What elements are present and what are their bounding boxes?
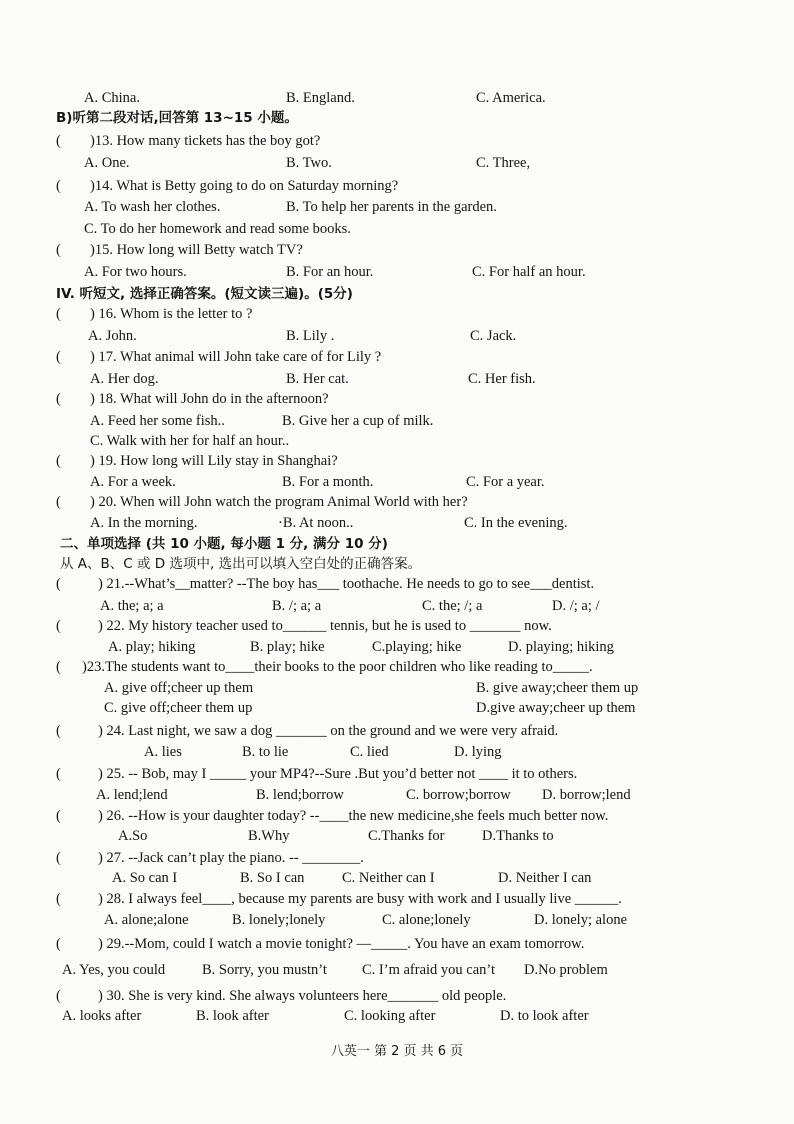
section-b-heading: B)听第二段对话,回答第 13~15 小题。 (56, 110, 298, 126)
question-stem: ) 21.--What’s__matter? --The boy has___ toothache. He needs to go to see___dentist. (98, 576, 595, 592)
question-21 (56, 574, 764, 594)
question-stem: ) 28. I always feel____, because my parents are busy with work and I usually live ______. (98, 891, 622, 907)
option-b: B. to lie (242, 744, 289, 760)
option-b: B. /; a; a (272, 598, 322, 614)
option-c: C. To do her homework and read some books. (84, 221, 351, 237)
option-b: B. Lily . (286, 328, 335, 344)
question-19 (56, 451, 764, 471)
option-c: C. alone;lonely (382, 912, 471, 928)
option-c: C. Walk with her for half an hour.. (90, 433, 290, 449)
question-stem: ) 26. --How is your daughter today? --____the new medicine,she feels much better now. (98, 808, 609, 824)
answer-blank[interactable]: ( (56, 659, 61, 675)
option-d: D. playing; hiking (508, 639, 614, 655)
question-28 (56, 889, 764, 909)
option-a: A. In the morning. (90, 515, 198, 531)
question-stem: )15. How long will Betty watch TV? (90, 242, 303, 258)
question-stem: )14. What is Betty going to do on Saturday morning? (90, 178, 399, 194)
question-stem: ) 16. Whom is the letter to ? (90, 306, 253, 322)
question-20 (56, 492, 764, 512)
option-b: B. play; hike (250, 639, 325, 655)
answer-blank[interactable]: ( (56, 723, 61, 739)
answer-blank[interactable]: ( (56, 808, 61, 824)
answer-blank[interactable]: ( (56, 133, 61, 149)
option-a: A. looks after (62, 1008, 142, 1024)
question-16 (56, 304, 764, 324)
option-a: A. Her dog. (90, 371, 159, 387)
answer-blank[interactable]: ( (56, 306, 61, 322)
option-c: C. Jack. (470, 328, 517, 344)
option-b: B. For a month. (282, 474, 374, 490)
question-14 (56, 176, 764, 196)
question-15 (56, 240, 764, 260)
option-c: C. In the evening. (464, 515, 568, 531)
answer-blank[interactable]: ( (56, 349, 61, 365)
question-25 (56, 764, 764, 784)
question-26 (56, 806, 764, 826)
option-b: B. Sorry, you mustn’t (202, 962, 327, 978)
question-stem: ) 17. What animal will John take care of for Lily ? (90, 349, 382, 365)
option-a: A. To wash her clothes. (84, 199, 221, 215)
question-stem: )13. How many tickets has the boy got? (90, 133, 321, 149)
option-d: D. Neither I can (498, 870, 592, 886)
option-a: A. Feed her some fish.. (90, 413, 225, 429)
option-a: A. the; a; a (100, 598, 164, 614)
answer-blank[interactable]: ( (56, 936, 61, 952)
option-c: C. the; /; a (422, 598, 483, 614)
option-a: A. China. (84, 90, 140, 106)
option-a: A. John. (88, 328, 137, 344)
question-stem: ) 29.--Mom, could I watch a movie tonight? —_____. You have an exam tomorrow. (98, 936, 585, 952)
option-c: C. Neither can I (342, 870, 435, 886)
option-c: C. For a year. (466, 474, 545, 490)
option-a: A. lies (144, 744, 182, 760)
question-stem: ) 30. She is very kind. She always volunteers here_______ old people. (98, 988, 507, 1004)
question-stem: )23.The students want to____their books to the poor children who like reading to_____. (82, 659, 593, 675)
option-b: B. For an hour. (286, 264, 374, 280)
answer-blank[interactable]: ( (56, 576, 61, 592)
option-c: C. America. (476, 90, 546, 106)
option-d: D.Thanks to (482, 828, 554, 844)
question-29 (56, 934, 764, 954)
question-stem: ) 19. How long will Lily stay in Shanghai? (90, 453, 338, 469)
section-4-heading: IV. 听短文, 选择正确答案。(短文读三遍)。(5分) (56, 286, 353, 302)
answer-blank[interactable]: ( (56, 988, 61, 1004)
option-a: A. Yes, you could (62, 962, 166, 978)
option-b: B. To help her parents in the garden. (286, 199, 497, 215)
answer-blank[interactable]: ( (56, 453, 61, 469)
question-24 (56, 721, 764, 741)
question-stem: ) 25. -- Bob, may I _____ your MP4?--Sure .But you’d better not ____ it to others. (98, 766, 578, 782)
question-stem: ) 24. Last night, we saw a dog _______ on the ground and we were very afraid. (98, 723, 559, 739)
answer-blank[interactable]: ( (56, 242, 61, 258)
answer-blank[interactable]: ( (56, 891, 61, 907)
question-13 (56, 131, 764, 151)
option-c: C. lied (350, 744, 389, 760)
option-c: C. Three, (476, 155, 531, 171)
option-d: D. /; a; / (552, 598, 600, 614)
question-stem: ) 18. What will John do in the afternoon? (90, 391, 329, 407)
option-c: C.Thanks for (368, 828, 445, 844)
page-footer: 八英一 第 2 页 共 6 页 (330, 1044, 464, 1059)
option-c: C. looking after (344, 1008, 436, 1024)
option-c: C. For half an hour. (472, 264, 586, 280)
option-b: B. So I can (240, 870, 305, 886)
option-d: D. to look after (500, 1008, 589, 1024)
option-d: D.give away;cheer up them (476, 700, 636, 716)
question-23 (56, 657, 764, 677)
answer-blank[interactable]: ( (56, 618, 61, 634)
option-a: A. lend;lend (96, 787, 168, 803)
answer-blank[interactable]: ( (56, 766, 61, 782)
option-b: B. look after (196, 1008, 269, 1024)
question-30 (56, 986, 764, 1006)
option-b: B. lonely;lonely (232, 912, 326, 928)
answer-blank[interactable]: ( (56, 178, 61, 194)
option-a: A. For a week. (90, 474, 176, 490)
answer-blank[interactable]: ( (56, 850, 61, 866)
answer-blank[interactable]: ( (56, 391, 61, 407)
option-c: C. borrow;borrow (406, 787, 511, 803)
option-b: B.Why (248, 828, 290, 844)
question-27 (56, 848, 764, 868)
option-b: ·B. At noon.. (278, 515, 354, 531)
option-a: A. play; hiking (108, 639, 196, 655)
answer-blank[interactable]: ( (56, 494, 61, 510)
option-d: D. lying (454, 744, 502, 760)
option-c: C. Her fish. (468, 371, 536, 387)
option-a: A. One. (84, 155, 130, 171)
option-b: B. England. (286, 90, 355, 106)
option-b: B. lend;borrow (256, 787, 344, 803)
option-d: D.No problem (524, 962, 608, 978)
option-a: A.So (118, 828, 148, 844)
option-b: B. Her cat. (286, 371, 349, 387)
option-c: C. I’m afraid you can’t (362, 962, 496, 978)
option-a: A. For two hours. (84, 264, 187, 280)
section-2-instruction: 从 A、B、C 或 D 选项中, 选出可以填入空白处的正确答案。 (60, 556, 422, 572)
option-c: C. give off;cheer them up (104, 700, 253, 716)
question-stem: ) 27. --Jack can’t play the piano. -- ________. (98, 850, 364, 866)
question-18 (56, 389, 764, 409)
question-stem: ) 20. When will John watch the program Animal World with her? (90, 494, 468, 510)
option-a: A. alone;alone (104, 912, 189, 928)
option-b: B. Two. (286, 155, 332, 171)
option-d: D. borrow;lend (542, 787, 631, 803)
option-b: B. Give her a cup of milk. (282, 413, 434, 429)
option-a: A. give off;cheer up them (104, 680, 254, 696)
option-a: A. So can I (112, 870, 178, 886)
question-22 (56, 616, 764, 636)
option-c: C.playing; hike (372, 639, 462, 655)
question-stem: ) 22. My history teacher used to______ tennis, but he is used to _______ now. (98, 618, 552, 634)
question-17 (56, 347, 764, 367)
option-b: B. give away;cheer them up (476, 680, 639, 696)
section-2-heading: 二、单项选择 (共 10 小题, 每小题 1 分, 满分 10 分) (60, 536, 388, 552)
option-d: D. lonely; alone (534, 912, 628, 928)
